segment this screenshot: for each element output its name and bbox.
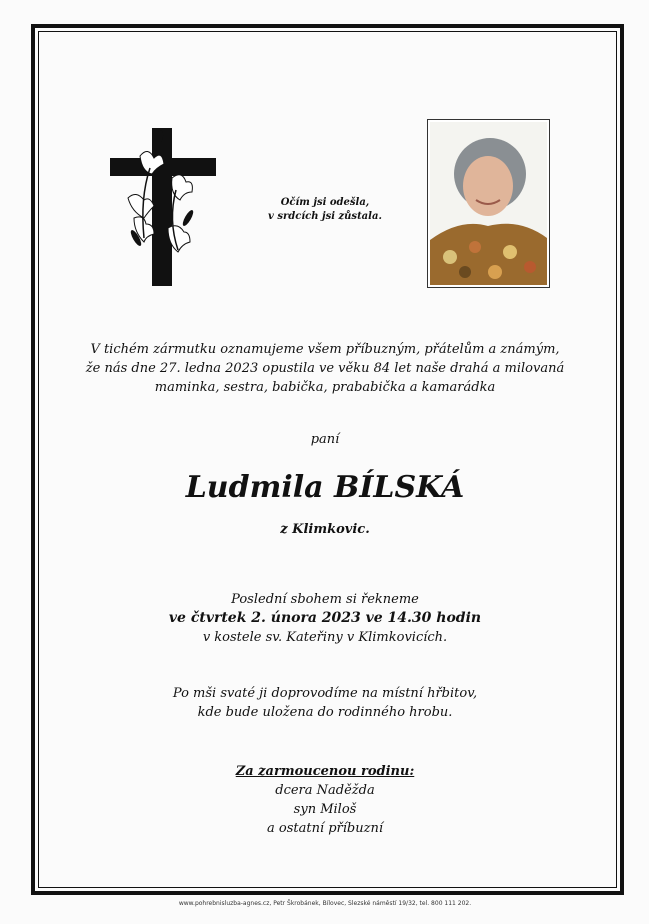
- title-word: paní: [310, 432, 340, 447]
- announcement-text: [60, 340, 590, 397]
- burial-line-1: Po mši svaté ji doprovodíme na místní hřbitov,: [172, 686, 478, 701]
- deceased-name: Ludmila BÍLSKÁ: [185, 470, 465, 505]
- cross-with-lilies-icon: [110, 128, 216, 286]
- motto-line-2: v srdcích jsi zůstala.: [268, 211, 382, 222]
- footer-contact: www.pohrebnisluzba-agnes.cz, Petr Škrobánek, Bílovec, Slezské náměstí 19/32, tel. 800 111 202.: [178, 900, 472, 907]
- motto-line-1: Očím jsi odešla,: [280, 197, 370, 208]
- family-heading: Za zarmoucenou rodinu:: [235, 764, 415, 779]
- farewell-line-1: Poslední sbohem si řekneme: [231, 592, 419, 607]
- family-member: syn Miloš: [293, 802, 357, 817]
- announcement-line-1: V tichém zármutku oznamujeme všem příbuzným, přátelům a známým,: [90, 342, 560, 357]
- announcement-line-3: maminka, sestra, babička, prababička a kamarádka: [154, 380, 496, 395]
- portrait-photo: [427, 119, 550, 288]
- deceased-origin: z Klimkovic.: [280, 522, 370, 537]
- announcement-line-2: že nás dne 27. ledna 2023 opustila ve věku 84 let naše drahá a milovaná: [85, 361, 565, 376]
- family-member: a ostatní příbuzní: [266, 821, 383, 836]
- family-signature: [60, 762, 590, 838]
- farewell-text: [60, 590, 590, 647]
- burial-line-2: kde bude uložena do rodinného hrobu.: [197, 705, 453, 720]
- motto: [255, 196, 395, 224]
- farewell-date-time: ve čtvrtek 2. února 2023 ve 14.30 hodin: [168, 610, 482, 626]
- burial-text: [60, 684, 590, 722]
- farewell-location: v kostele sv. Kateřiny v Klimkovicích.: [202, 630, 448, 645]
- family-member: dcera Naděžda: [275, 783, 375, 798]
